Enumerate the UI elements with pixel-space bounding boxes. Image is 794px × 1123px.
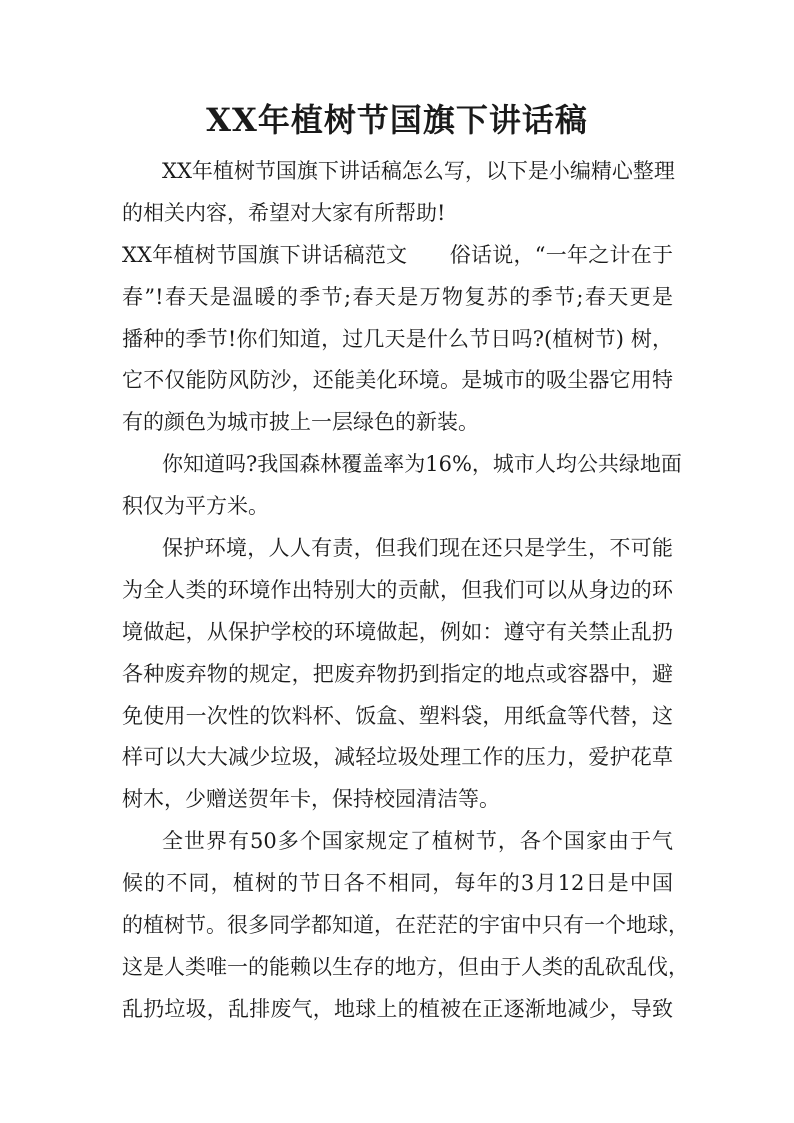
paragraph	[122, 821, 689, 1030]
text-line: 它不仅能防风防沙，还能美化环境。是城市的吸尘器它用特	[122, 368, 673, 393]
text-line: 候的不同，植树的节日各不相同，每年的3月12日是中国	[122, 871, 673, 896]
text-line: 各种废弃物的规定，把废弃物扔到指定的地点或容器中，避	[122, 661, 673, 686]
text-line: 乱扔垃圾，乱排废气，地球上的植被在正逐渐地减少，导致	[122, 996, 673, 1021]
text-line: 样可以大大减少垃圾，减轻垃圾处理工作的压力，爱护花草	[122, 745, 673, 770]
text-line: 你知道吗?我国森林覆盖率为16%，城市人均公共绿地面	[162, 452, 682, 477]
text-line: XX年植树节国旗下讲话稿范文 俗话说，“一年之计在于	[122, 242, 673, 267]
text-line: 为全人类的环境作出特别大的贡献，但我们可以从身边的环	[122, 577, 673, 602]
text-line: 这是人类唯一的能赖以生存的地方，但由于人类的乱砍乱伐，	[122, 954, 689, 979]
text-line: 全世界有50多个国家规定了植树节，各个国家由于气	[162, 829, 673, 854]
text-line: 有的颜色为城市披上一层绿色的新装。	[122, 410, 479, 435]
text-line: XX年植树节国旗下讲话稿怎么写，以下是小编精心整理	[162, 159, 675, 183]
text-line: 的相关内容，希望对大家有所帮助!	[122, 200, 446, 225]
text-line: 免使用一次性的饮料杯、饭盒、塑料袋，用纸盒等代替，这	[122, 703, 673, 728]
text-line: 树木，少赠送贺年卡，保持校园清洁等。	[122, 787, 500, 812]
document-body	[122, 151, 689, 1031]
text-line: 保护环境，人人有责，但我们现在还只是学生，不可能	[162, 536, 673, 561]
paragraph	[122, 235, 673, 444]
paragraph	[122, 444, 682, 528]
text-line: 的植树节。很多同学都知道，在茫茫的宇宙中只有一个地球，	[122, 913, 689, 938]
text-line: 春”!春天是温暖的季节;春天是万物复苏的季节;春天更是	[122, 284, 673, 309]
paragraph	[122, 528, 673, 821]
document-title: XX年植树节国旗下讲话稿	[206, 101, 588, 139]
text-line: 播种的季节!你们知道，过几天是什么节日吗?(植树节) 树，	[122, 326, 673, 351]
text-line: 境做起，从保护学校的环境做起，例如：遵守有关禁止乱扔	[122, 619, 673, 644]
paragraph	[122, 151, 673, 235]
text-line: 积仅为平方米。	[122, 494, 269, 519]
